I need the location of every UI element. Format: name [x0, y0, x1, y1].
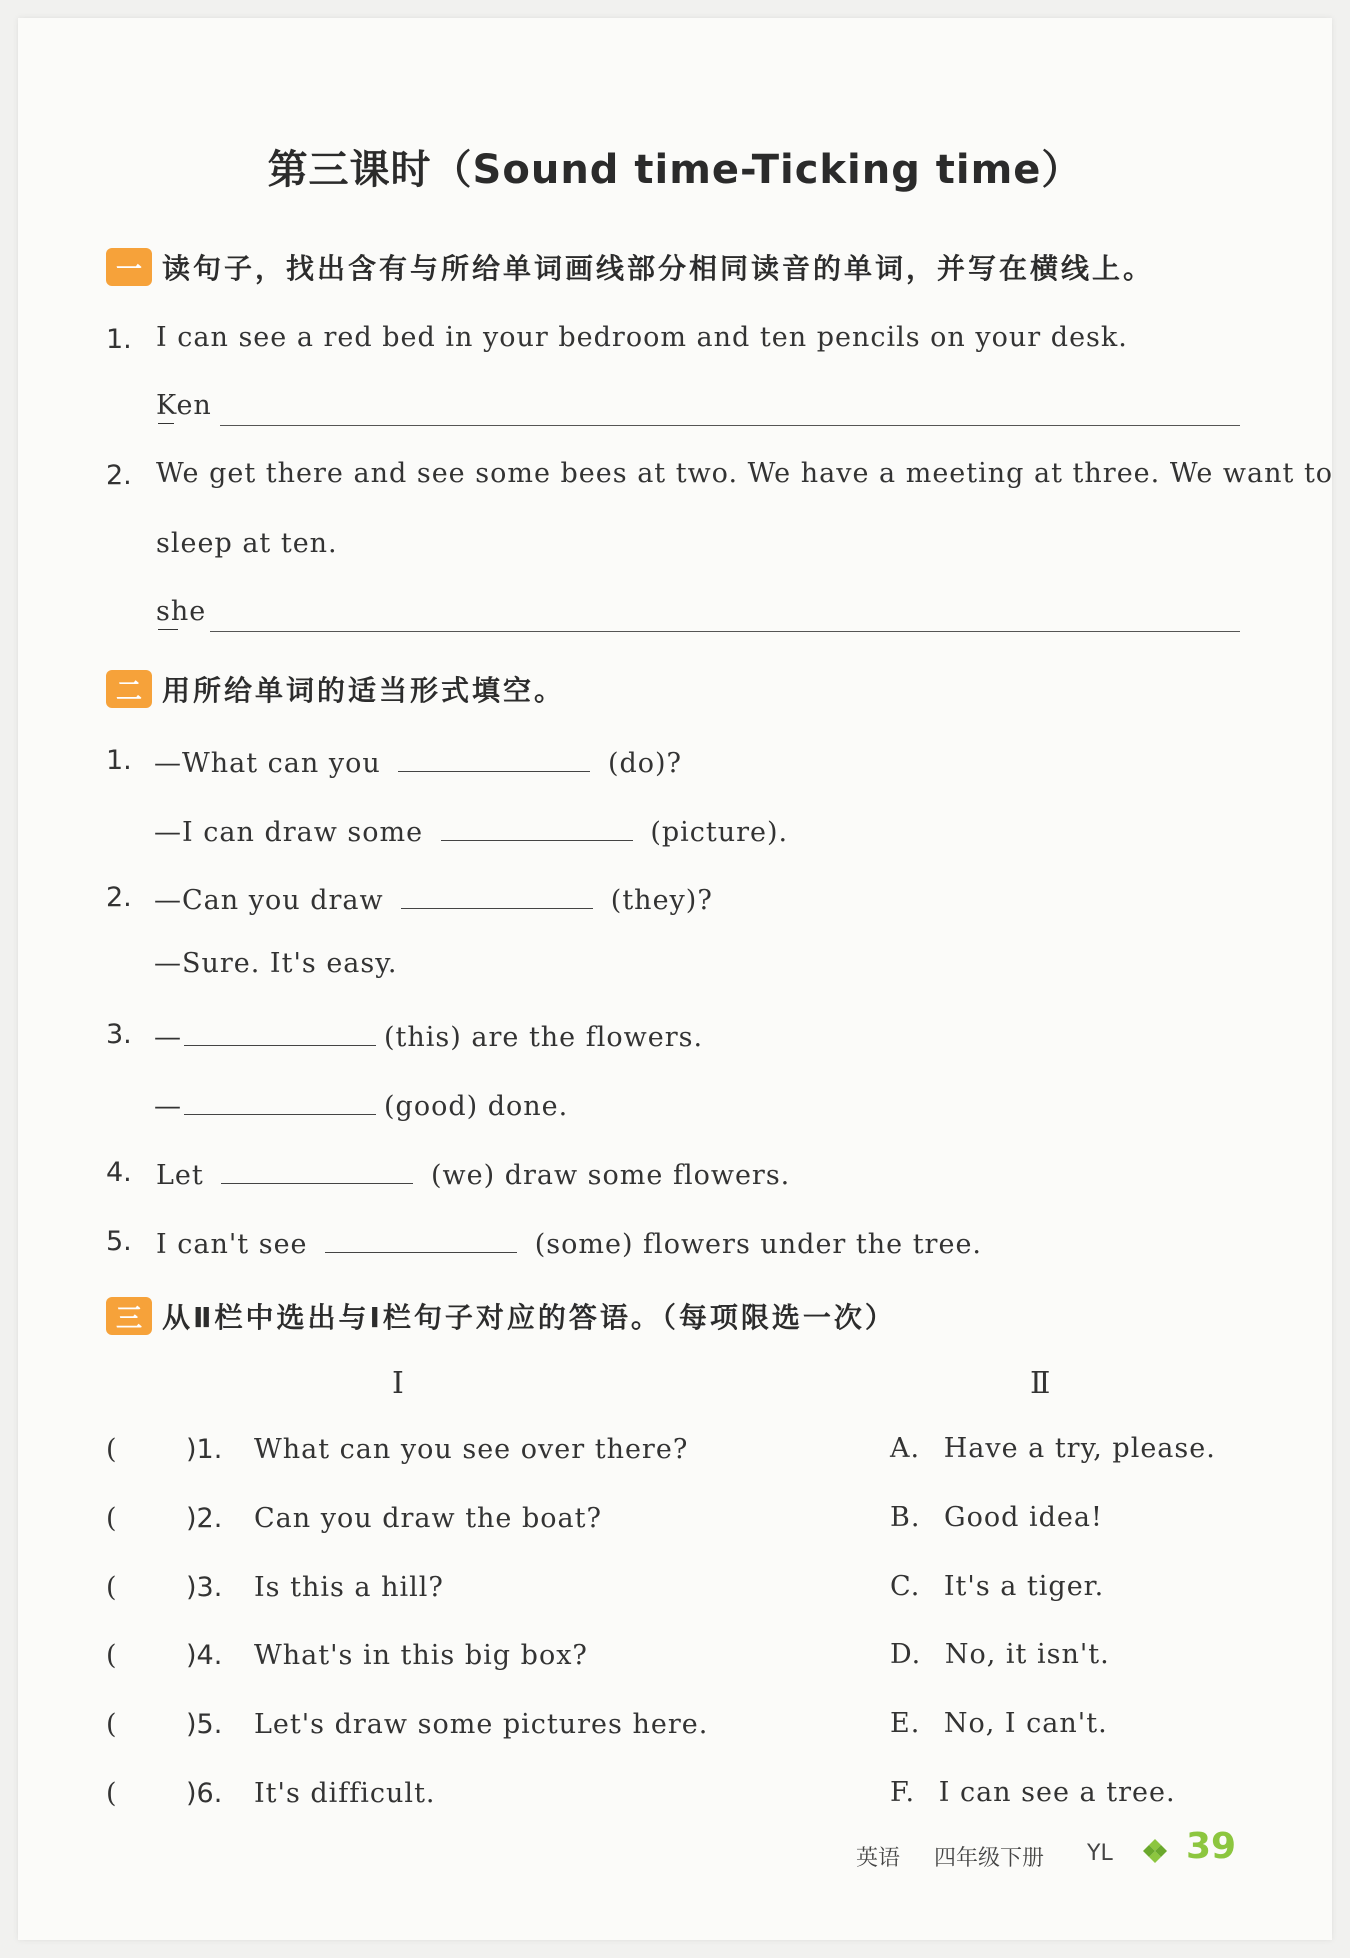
s2-item-2-number: 2.	[106, 882, 132, 913]
question-text: What can you see over there?	[254, 1434, 689, 1465]
matching-question-2	[106, 1503, 602, 1534]
s2-item-1-line-b	[154, 812, 788, 848]
s1-item-1-given-word: Ken	[156, 390, 212, 421]
s2-item-3-number: 3.	[106, 1019, 132, 1050]
s2-item-5-prefix: I can't see	[156, 1229, 308, 1260]
answer-slot-2[interactable]	[126, 1503, 180, 1535]
matching-answer-d	[890, 1639, 1110, 1670]
s2-item-2-line-b: —Sure. It's easy.	[154, 948, 398, 979]
matching-answer-c	[890, 1571, 1104, 1602]
s2-item-1-b-prefix: —I can draw some	[154, 817, 424, 848]
s1-item-1-number: 1.	[106, 324, 132, 355]
footer-grade: 四年级下册	[934, 1846, 1045, 1871]
section-3-header	[106, 1296, 896, 1336]
answer-slot-6[interactable]	[126, 1778, 180, 1810]
answer-paren: (	[106, 1709, 118, 1740]
s2-item-5-number: 5.	[106, 1226, 132, 1257]
answer-slot-5[interactable]	[126, 1709, 180, 1741]
question-text: It's difficult.	[254, 1778, 436, 1809]
s2-item-1-a-prefix: —What can you	[154, 748, 381, 779]
s2-item-5-blank[interactable]	[325, 1224, 517, 1253]
section-3-instruction: 从Ⅱ栏中选出与Ⅰ栏句子对应的答语。（每项限选一次）	[162, 1301, 896, 1334]
question-number: )3.	[186, 1572, 223, 1603]
section-3-badge: 三	[106, 1297, 152, 1335]
s2-item-4-prefix: Let	[156, 1160, 204, 1191]
section-2-header	[106, 669, 565, 709]
question-number: )6.	[186, 1778, 223, 1809]
s1-item-2-sentence: We get there and see some bees at two. We have a meeting at three. We want to	[156, 458, 1334, 489]
column-2-header: Ⅱ	[1030, 1366, 1052, 1401]
answer-paren: (	[106, 1778, 118, 1809]
answer-letter: A.	[890, 1433, 921, 1464]
footer-edition: YL	[1087, 1841, 1113, 1866]
s1-item-2-answer-line[interactable]	[210, 631, 1240, 632]
matching-answer-a	[890, 1433, 1216, 1464]
section-1-instruction: 读句子，找出含有与所给单词画线部分相同读音的单词，并写在横线上。	[162, 252, 1155, 285]
answer-text: I can see a tree.	[938, 1777, 1176, 1808]
matching-question-5	[106, 1709, 709, 1740]
s1-item-2-number: 2.	[106, 460, 132, 491]
s2-item-1-a-blank[interactable]	[398, 743, 590, 772]
s2-item-3-b-hint: (good) done.	[384, 1091, 569, 1122]
answer-letter: B.	[890, 1502, 921, 1533]
s2-item-3-a-hint: (this) are the flowers.	[384, 1022, 704, 1053]
section-2-instruction: 用所给单词的适当形式填空。	[162, 674, 566, 707]
clover-icon-svg	[1142, 1838, 1168, 1864]
answer-paren: (	[106, 1640, 118, 1671]
s2-item-3-line-a	[154, 1017, 703, 1053]
s1-item-1-underline-mark	[158, 423, 174, 424]
section-1-badge: 一	[106, 248, 152, 286]
s1-item-2-underline-mark	[158, 629, 178, 630]
clover-icon	[1142, 1838, 1168, 1870]
answer-letter: D.	[890, 1639, 922, 1670]
matching-question-6	[106, 1778, 436, 1809]
section-1-header	[106, 247, 1154, 287]
s2-item-2-a-prefix: —Can you draw	[154, 885, 384, 916]
answer-paren: (	[106, 1503, 118, 1534]
matching-answer-e	[890, 1708, 1108, 1739]
answer-slot-4[interactable]	[126, 1640, 180, 1672]
answer-text: No, I can't.	[943, 1708, 1108, 1739]
answer-paren: (	[106, 1572, 118, 1603]
s2-item-3-a-prefix: —	[154, 1022, 182, 1053]
s2-item-3-line-b	[154, 1086, 568, 1122]
s2-item-2-a-blank[interactable]	[401, 880, 593, 909]
answer-text: Have a try, please.	[943, 1433, 1216, 1464]
matching-question-3	[106, 1572, 444, 1603]
question-text: Is this a hill?	[254, 1572, 444, 1603]
answer-letter: E.	[890, 1708, 921, 1739]
question-text: What's in this big box?	[254, 1640, 588, 1671]
s2-item-1-a-hint: (do)?	[607, 748, 683, 779]
s1-item-2-sentence-cont: sleep at ten.	[156, 528, 338, 559]
s2-item-1-line-a	[154, 743, 682, 779]
s2-item-4-number: 4.	[106, 1157, 132, 1188]
page-title: 第三课时（Sound time-Ticking time）	[267, 147, 1083, 193]
question-number: )5.	[186, 1709, 223, 1740]
question-number: )2.	[186, 1503, 223, 1534]
page-number: 39	[1186, 1826, 1237, 1867]
s2-item-5-line	[156, 1224, 982, 1260]
answer-slot-3[interactable]	[126, 1572, 180, 1604]
s2-item-3-b-blank[interactable]	[184, 1086, 376, 1115]
matching-question-4	[106, 1640, 588, 1671]
matching-answer-f	[890, 1777, 1176, 1808]
answer-text: No, it isn't.	[944, 1639, 1110, 1670]
s2-item-1-b-hint: (picture).	[650, 817, 789, 848]
s2-item-3-a-blank[interactable]	[184, 1017, 376, 1046]
s2-item-4-line	[156, 1155, 790, 1191]
answer-slot-1[interactable]	[126, 1434, 180, 1466]
s2-item-4-hint: (we) draw some flowers.	[430, 1160, 791, 1191]
answer-paren: (	[106, 1434, 118, 1465]
answer-letter: C.	[890, 1571, 921, 1602]
s2-item-2-a-hint: (they)?	[610, 885, 713, 916]
answer-text: It's a tiger.	[943, 1571, 1105, 1602]
s1-item-1-sentence: I can see a red bed in your bedroom and ten pencils on your desk.	[156, 322, 1128, 353]
question-number: )1.	[186, 1434, 223, 1465]
s1-item-1-answer-line[interactable]	[220, 425, 1240, 426]
s2-item-3-b-prefix: —	[154, 1091, 182, 1122]
question-text: Let's draw some pictures here.	[254, 1709, 709, 1740]
s2-item-1-number: 1.	[106, 745, 132, 776]
s2-item-1-b-blank[interactable]	[441, 812, 633, 841]
question-text: Can you draw the boat?	[254, 1503, 602, 1534]
section-2-badge: 二	[106, 670, 152, 708]
footer-subject: 英语	[856, 1846, 901, 1871]
answer-text: Good idea!	[944, 1502, 1103, 1533]
column-1-header: Ⅰ	[392, 1366, 405, 1401]
answer-letter: F.	[890, 1777, 916, 1808]
s2-item-4-blank[interactable]	[221, 1155, 413, 1184]
s2-item-5-hint: (some) flowers under the tree.	[534, 1229, 983, 1260]
s2-item-2-line-a	[154, 880, 713, 916]
matching-answer-b	[890, 1502, 1103, 1533]
question-number: )4.	[186, 1640, 223, 1671]
matching-question-1	[106, 1434, 689, 1465]
s1-item-2-given-word: she	[156, 596, 207, 627]
